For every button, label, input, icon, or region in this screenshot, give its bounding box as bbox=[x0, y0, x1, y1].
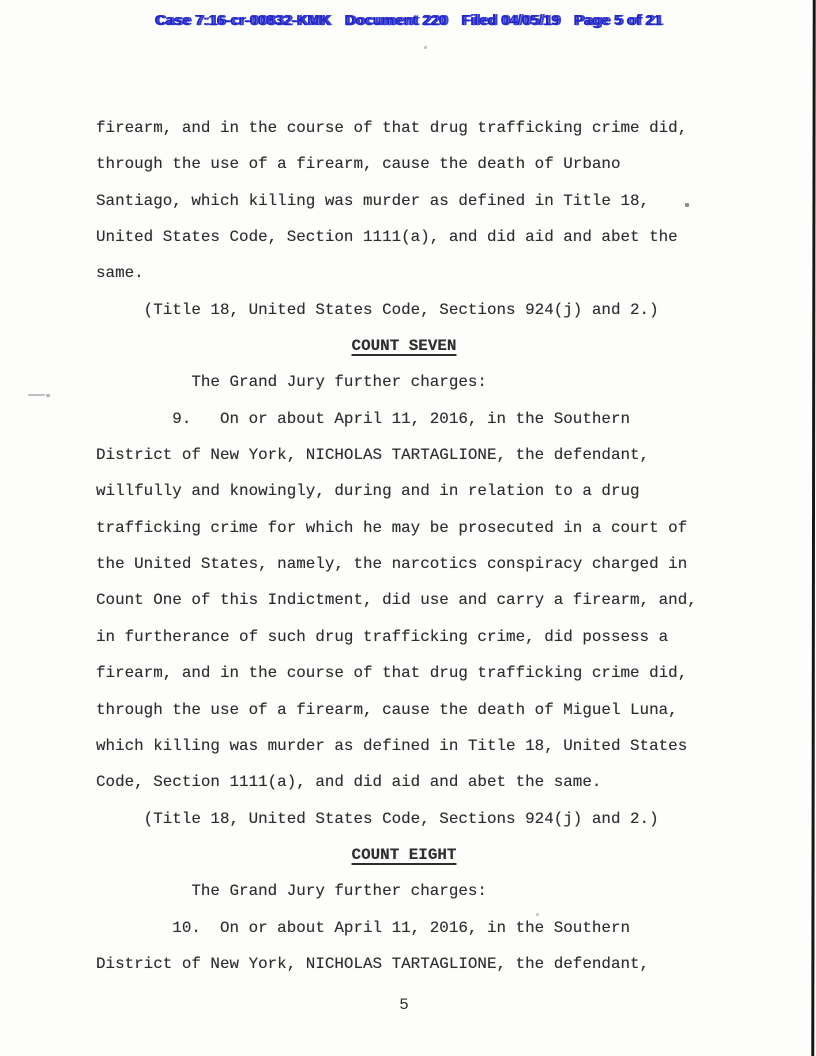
count-eight-heading-text: COUNT EIGHT bbox=[351, 845, 457, 864]
body-line: willfully and knowingly, during and in relation to a drug bbox=[96, 482, 640, 501]
filed-date: Filed 04/05/19 bbox=[460, 13, 560, 29]
margin-dot-artifact bbox=[46, 394, 50, 397]
body-line: in furtherance of such drug trafficking crime, did possess a bbox=[96, 627, 669, 646]
page-number: 5 bbox=[399, 996, 409, 1014]
count-eight-heading bbox=[96, 837, 712, 873]
body-line: 10. On or about April 11, 2016, in the Southern bbox=[96, 918, 631, 937]
statute-citation: (Title 18, United States Code, Sections 924(j) and 2.) bbox=[96, 300, 659, 319]
ecf-stamp-header bbox=[0, 13, 816, 29]
body-line: Code, Section 1111(a), and did aid and abet the same. bbox=[96, 773, 602, 792]
body-line: which killing was murder as defined in Title 18, United States bbox=[96, 736, 688, 755]
count-seven-heading bbox=[96, 328, 712, 364]
body-line: District of New York, NICHOLAS TARTAGLIONE, the defendant, bbox=[96, 954, 650, 973]
document-number: Document 220 bbox=[344, 13, 447, 29]
body-line: United States Code, Section 1111(a), and did aid and abet the bbox=[96, 228, 678, 247]
stray-dot-artifact bbox=[536, 913, 539, 916]
stray-dot-artifact bbox=[424, 46, 427, 49]
body-line: District of New York, NICHOLAS TARTAGLIONE, the defendant, bbox=[96, 446, 650, 465]
scan-edge-line-artifact bbox=[811, 0, 815, 1056]
count-seven-heading-text: COUNT SEVEN bbox=[351, 337, 457, 356]
body-line: firearm, and in the course of that drug trafficking crime did, bbox=[96, 664, 688, 683]
margin-dash-artifact bbox=[28, 394, 45, 396]
body-line: Santiago, which killing was murder as defined in Title 18, bbox=[96, 191, 650, 210]
body-line: through the use of a firearm, cause the death of Urbano bbox=[96, 155, 621, 174]
body-line: firearm, and in the course of that drug trafficking crime did, bbox=[96, 119, 688, 137]
document-body bbox=[96, 110, 712, 982]
body-line: through the use of a firearm, cause the death of Miguel Luna, bbox=[96, 700, 678, 719]
body-line: The Grand Jury further charges: bbox=[96, 373, 487, 392]
stray-dot-artifact bbox=[685, 203, 689, 207]
body-line: The Grand Jury further charges: bbox=[96, 882, 487, 901]
page-info: Page 5 of 21 bbox=[573, 13, 662, 29]
body-line: 9. On or about April 11, 2016, in the Southern bbox=[96, 409, 631, 428]
statute-citation: (Title 18, United States Code, Sections 924(j) and 2.) bbox=[96, 809, 659, 828]
body-line: the United States, namely, the narcotics conspiracy charged in bbox=[96, 555, 688, 574]
case-number: Case 7:16-cr-00832-KMK bbox=[154, 13, 331, 29]
body-line: Count One of this Indictment, did use and carry a firearm, and, bbox=[96, 591, 697, 610]
body-line: trafficking crime for which he may be prosecuted in a court of bbox=[96, 518, 688, 537]
body-line: same. bbox=[96, 264, 144, 283]
